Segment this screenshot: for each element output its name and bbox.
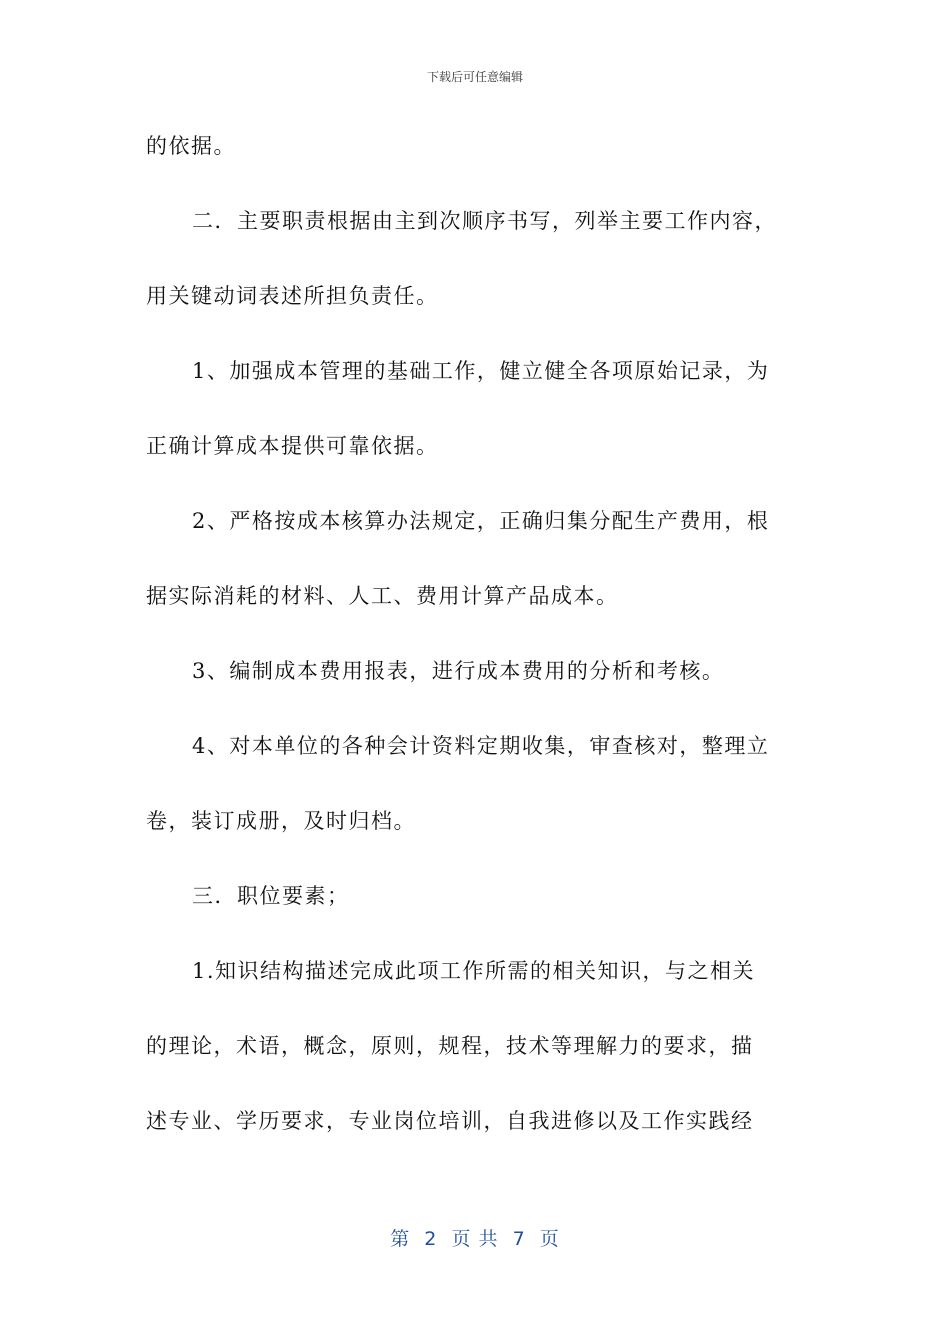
text-line: 述专业、学历要求，专业岗位培训，自我进修以及工作实践经 <box>146 1109 754 1133</box>
text-line: 正确计算成本提供可靠依据。 <box>146 434 439 458</box>
text-line: 3、编制成本费用报表，进行成本费用的分析和考核。 <box>192 659 725 683</box>
text-line: 的理论，术语，概念，原则，规程，技术等理解力的要求，描 <box>146 1034 754 1058</box>
text-line: 据实际消耗的材料、人工、费用计算产品成本。 <box>146 584 619 608</box>
text-line: 用关键动词表述所担负责任。 <box>146 284 439 308</box>
text-line: 二．主要职责根据由主到次顺序书写，列举主要工作内容， <box>192 209 777 233</box>
body-text <box>146 124 806 1174</box>
page-number-footer: 第 2 页 共 7 页 <box>390 1228 560 1250</box>
text-line: 的依据。 <box>146 134 236 158</box>
text-line: 1.知识结构描述完成此项工作所需的相关知识，与之相关 <box>192 959 756 983</box>
text-line: 三．职位要素； <box>192 884 350 908</box>
text-line: 1、加强成本管理的基础工作，健立健全各项原始记录，为 <box>192 359 770 383</box>
text-line: 2、严格按成本核算办法规定，正确归集分配生产费用，根 <box>192 509 770 533</box>
text-line: 卷，装订成册，及时归档。 <box>146 809 416 833</box>
text-line: 4、对本单位的各种会计资料定期收集，审查核对，整理立 <box>192 734 770 758</box>
page-header: 下载后可任意编辑 <box>426 70 523 84</box>
